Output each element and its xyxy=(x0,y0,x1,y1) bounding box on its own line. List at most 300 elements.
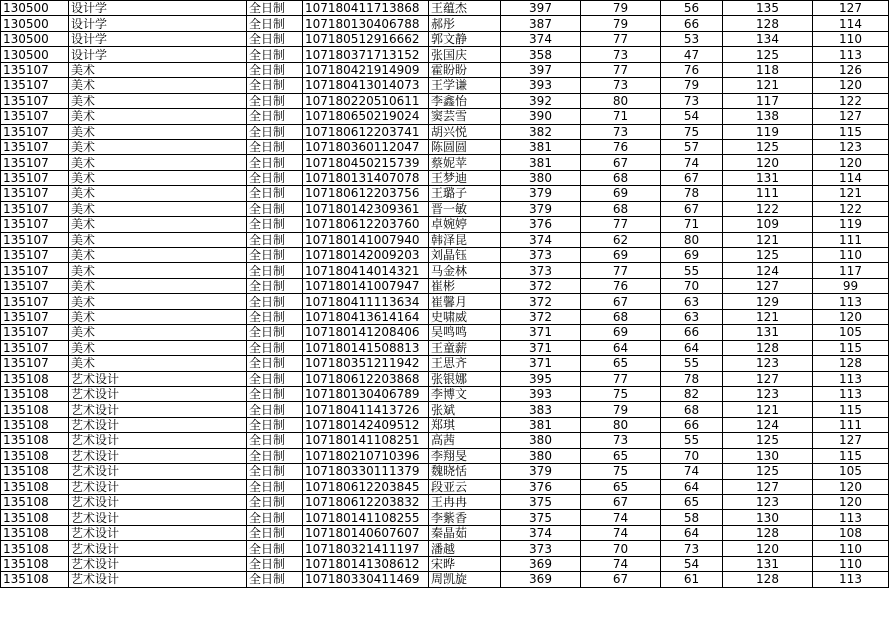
subject2-score-cell: 117 xyxy=(813,263,889,278)
subject1-score-cell: 127 xyxy=(723,479,813,494)
exam-id-cell: 107180612203741 xyxy=(303,124,429,139)
table-row xyxy=(1,278,889,293)
total-score-cell: 382 xyxy=(501,124,581,139)
subject2-score-cell: 105 xyxy=(813,325,889,340)
politics-score-cell: 67 xyxy=(581,495,661,510)
table-row xyxy=(1,417,889,432)
table-row xyxy=(1,541,889,556)
major-name-cell: 设计学 xyxy=(69,16,247,31)
english-score-cell: 79 xyxy=(661,78,723,93)
major-code-cell: 130500 xyxy=(1,1,69,16)
major-code-cell: 135107 xyxy=(1,232,69,247)
subject2-score-cell: 120 xyxy=(813,155,889,170)
total-score-cell: 372 xyxy=(501,278,581,293)
politics-score-cell: 71 xyxy=(581,109,661,124)
major-code-cell: 135107 xyxy=(1,248,69,263)
major-code-cell: 135108 xyxy=(1,386,69,401)
exam-id-cell: 107180421914909 xyxy=(303,62,429,77)
study-mode-cell: 全日制 xyxy=(247,31,303,46)
subject2-score-cell: 120 xyxy=(813,495,889,510)
total-score-cell: 371 xyxy=(501,356,581,371)
study-mode-cell: 全日制 xyxy=(247,278,303,293)
total-score-cell: 371 xyxy=(501,340,581,355)
subject1-score-cell: 135 xyxy=(723,1,813,16)
total-score-cell: 376 xyxy=(501,479,581,494)
subject1-score-cell: 125 xyxy=(723,464,813,479)
exam-id-cell: 107180411413726 xyxy=(303,402,429,417)
major-name-cell: 艺术设计 xyxy=(69,448,247,463)
subject1-score-cell: 128 xyxy=(723,525,813,540)
table-row xyxy=(1,340,889,355)
major-name-cell: 设计学 xyxy=(69,47,247,62)
subject1-score-cell: 121 xyxy=(723,232,813,247)
total-score-cell: 375 xyxy=(501,495,581,510)
total-score-cell: 383 xyxy=(501,402,581,417)
subject2-score-cell: 120 xyxy=(813,309,889,324)
subject1-score-cell: 131 xyxy=(723,325,813,340)
exam-id-cell: 107180220510611 xyxy=(303,93,429,108)
politics-score-cell: 73 xyxy=(581,433,661,448)
total-score-cell: 373 xyxy=(501,263,581,278)
study-mode-cell: 全日制 xyxy=(247,479,303,494)
politics-score-cell: 77 xyxy=(581,217,661,232)
english-score-cell: 67 xyxy=(661,201,723,216)
major-code-cell: 135107 xyxy=(1,170,69,185)
subject2-score-cell: 113 xyxy=(813,572,889,587)
subject1-score-cell: 121 xyxy=(723,309,813,324)
major-code-cell: 135107 xyxy=(1,325,69,340)
table-row xyxy=(1,479,889,494)
major-code-cell: 135107 xyxy=(1,356,69,371)
subject1-score-cell: 127 xyxy=(723,278,813,293)
study-mode-cell: 全日制 xyxy=(247,448,303,463)
major-code-cell: 135107 xyxy=(1,109,69,124)
total-score-cell: 369 xyxy=(501,556,581,571)
total-score-cell: 381 xyxy=(501,139,581,154)
exam-id-cell: 107180330111379 xyxy=(303,464,429,479)
student-name-cell: 卓婉婷 xyxy=(429,217,501,232)
major-code-cell: 135107 xyxy=(1,201,69,216)
total-score-cell: 358 xyxy=(501,47,581,62)
exam-id-cell: 107180612203845 xyxy=(303,479,429,494)
exam-id-cell: 107180141108255 xyxy=(303,510,429,525)
table-row xyxy=(1,433,889,448)
student-name-cell: 李鑫怡 xyxy=(429,93,501,108)
english-score-cell: 56 xyxy=(661,1,723,16)
subject1-score-cell: 121 xyxy=(723,402,813,417)
table-row xyxy=(1,510,889,525)
study-mode-cell: 全日制 xyxy=(247,248,303,263)
subject2-score-cell: 108 xyxy=(813,525,889,540)
subject1-score-cell: 118 xyxy=(723,62,813,77)
major-name-cell: 美术 xyxy=(69,124,247,139)
table-row xyxy=(1,78,889,93)
subject2-score-cell: 126 xyxy=(813,62,889,77)
total-score-cell: 372 xyxy=(501,309,581,324)
table-row xyxy=(1,448,889,463)
study-mode-cell: 全日制 xyxy=(247,386,303,401)
exam-id-cell: 107180140607607 xyxy=(303,525,429,540)
table-row xyxy=(1,572,889,587)
major-name-cell: 艺术设计 xyxy=(69,371,247,386)
table-row xyxy=(1,139,889,154)
english-score-cell: 47 xyxy=(661,47,723,62)
exam-id-cell: 107180130406789 xyxy=(303,386,429,401)
study-mode-cell: 全日制 xyxy=(247,340,303,355)
major-name-cell: 美术 xyxy=(69,201,247,216)
major-name-cell: 美术 xyxy=(69,155,247,170)
politics-score-cell: 68 xyxy=(581,309,661,324)
politics-score-cell: 69 xyxy=(581,186,661,201)
major-name-cell: 美术 xyxy=(69,325,247,340)
table-row xyxy=(1,124,889,139)
student-name-cell: 晋一敏 xyxy=(429,201,501,216)
table-row xyxy=(1,31,889,46)
politics-score-cell: 73 xyxy=(581,124,661,139)
table-row xyxy=(1,495,889,510)
subject2-score-cell: 111 xyxy=(813,232,889,247)
politics-score-cell: 77 xyxy=(581,263,661,278)
politics-score-cell: 68 xyxy=(581,201,661,216)
total-score-cell: 373 xyxy=(501,541,581,556)
major-code-cell: 135107 xyxy=(1,294,69,309)
major-code-cell: 135107 xyxy=(1,309,69,324)
politics-score-cell: 67 xyxy=(581,155,661,170)
politics-score-cell: 64 xyxy=(581,340,661,355)
total-score-cell: 397 xyxy=(501,1,581,16)
major-code-cell: 130500 xyxy=(1,47,69,62)
student-name-cell: 宋晔 xyxy=(429,556,501,571)
english-score-cell: 64 xyxy=(661,479,723,494)
subject1-score-cell: 131 xyxy=(723,170,813,185)
student-name-cell: 李翔旻 xyxy=(429,448,501,463)
subject2-score-cell: 110 xyxy=(813,541,889,556)
exam-id-cell: 107180141508813 xyxy=(303,340,429,355)
total-score-cell: 393 xyxy=(501,78,581,93)
major-code-cell: 135107 xyxy=(1,278,69,293)
politics-score-cell: 79 xyxy=(581,16,661,31)
english-score-cell: 64 xyxy=(661,340,723,355)
politics-score-cell: 69 xyxy=(581,325,661,340)
student-name-cell: 王蕴杰 xyxy=(429,1,501,16)
english-score-cell: 66 xyxy=(661,325,723,340)
student-name-cell: 蔡妮苹 xyxy=(429,155,501,170)
major-code-cell: 135107 xyxy=(1,62,69,77)
table-row xyxy=(1,371,889,386)
subject1-score-cell: 120 xyxy=(723,541,813,556)
subject2-score-cell: 99 xyxy=(813,278,889,293)
major-name-cell: 美术 xyxy=(69,340,247,355)
exam-id-cell: 107180371713152 xyxy=(303,47,429,62)
major-name-cell: 艺术设计 xyxy=(69,417,247,432)
student-name-cell: 李紫香 xyxy=(429,510,501,525)
major-name-cell: 美术 xyxy=(69,170,247,185)
english-score-cell: 78 xyxy=(661,186,723,201)
subject1-score-cell: 117 xyxy=(723,93,813,108)
major-name-cell: 美术 xyxy=(69,248,247,263)
subject1-score-cell: 125 xyxy=(723,139,813,154)
study-mode-cell: 全日制 xyxy=(247,464,303,479)
subject2-score-cell: 110 xyxy=(813,31,889,46)
major-name-cell: 美术 xyxy=(69,186,247,201)
total-score-cell: 371 xyxy=(501,325,581,340)
total-score-cell: 392 xyxy=(501,93,581,108)
major-name-cell: 美术 xyxy=(69,139,247,154)
total-score-cell: 374 xyxy=(501,31,581,46)
politics-score-cell: 62 xyxy=(581,232,661,247)
student-name-cell: 魏晓恬 xyxy=(429,464,501,479)
table-body xyxy=(1,1,889,588)
student-name-cell: 张银娜 xyxy=(429,371,501,386)
major-code-cell: 135107 xyxy=(1,263,69,278)
politics-score-cell: 65 xyxy=(581,448,661,463)
table-row xyxy=(1,201,889,216)
student-name-cell: 郭文静 xyxy=(429,31,501,46)
study-mode-cell: 全日制 xyxy=(247,371,303,386)
exam-id-cell: 107180321411197 xyxy=(303,541,429,556)
english-score-cell: 70 xyxy=(661,278,723,293)
exam-id-cell: 107180612203832 xyxy=(303,495,429,510)
study-mode-cell: 全日制 xyxy=(247,109,303,124)
student-name-cell: 郑琪 xyxy=(429,417,501,432)
major-code-cell: 135107 xyxy=(1,139,69,154)
english-score-cell: 75 xyxy=(661,124,723,139)
student-name-cell: 马金林 xyxy=(429,263,501,278)
exam-id-cell: 107180141007940 xyxy=(303,232,429,247)
english-score-cell: 66 xyxy=(661,16,723,31)
table-row xyxy=(1,525,889,540)
subject1-score-cell: 122 xyxy=(723,201,813,216)
table-row xyxy=(1,402,889,417)
major-code-cell: 135107 xyxy=(1,186,69,201)
total-score-cell: 380 xyxy=(501,170,581,185)
major-code-cell: 135107 xyxy=(1,217,69,232)
student-name-cell: 刘晶钰 xyxy=(429,248,501,263)
table-row xyxy=(1,93,889,108)
politics-score-cell: 74 xyxy=(581,510,661,525)
student-name-cell: 王学谦 xyxy=(429,78,501,93)
major-name-cell: 艺术设计 xyxy=(69,572,247,587)
english-score-cell: 67 xyxy=(661,170,723,185)
politics-score-cell: 79 xyxy=(581,1,661,16)
table-row xyxy=(1,62,889,77)
total-score-cell: 387 xyxy=(501,16,581,31)
subject1-score-cell: 123 xyxy=(723,356,813,371)
student-name-cell: 王冉冉 xyxy=(429,495,501,510)
subject1-score-cell: 129 xyxy=(723,294,813,309)
politics-score-cell: 75 xyxy=(581,464,661,479)
subject2-score-cell: 121 xyxy=(813,186,889,201)
politics-score-cell: 70 xyxy=(581,541,661,556)
politics-score-cell: 76 xyxy=(581,139,661,154)
study-mode-cell: 全日制 xyxy=(247,325,303,340)
student-name-cell: 崔馨月 xyxy=(429,294,501,309)
student-name-cell: 张国庆 xyxy=(429,47,501,62)
subject1-score-cell: 125 xyxy=(723,433,813,448)
subject2-score-cell: 114 xyxy=(813,16,889,31)
english-score-cell: 71 xyxy=(661,217,723,232)
total-score-cell: 369 xyxy=(501,572,581,587)
student-name-cell: 高茜 xyxy=(429,433,501,448)
subject1-score-cell: 125 xyxy=(723,47,813,62)
table-row xyxy=(1,232,889,247)
exam-id-cell: 107180142409512 xyxy=(303,417,429,432)
student-name-cell: 潘越 xyxy=(429,541,501,556)
major-code-cell: 135107 xyxy=(1,93,69,108)
major-name-cell: 美术 xyxy=(69,356,247,371)
english-score-cell: 66 xyxy=(661,417,723,432)
english-score-cell: 74 xyxy=(661,464,723,479)
subject2-score-cell: 122 xyxy=(813,201,889,216)
study-mode-cell: 全日制 xyxy=(247,294,303,309)
politics-score-cell: 76 xyxy=(581,278,661,293)
english-score-cell: 63 xyxy=(661,294,723,309)
subject2-score-cell: 113 xyxy=(813,294,889,309)
subject1-score-cell: 128 xyxy=(723,340,813,355)
study-mode-cell: 全日制 xyxy=(247,155,303,170)
study-mode-cell: 全日制 xyxy=(247,356,303,371)
study-mode-cell: 全日制 xyxy=(247,433,303,448)
total-score-cell: 373 xyxy=(501,248,581,263)
exam-id-cell: 107180142309361 xyxy=(303,201,429,216)
study-mode-cell: 全日制 xyxy=(247,16,303,31)
exam-id-cell: 107180141007947 xyxy=(303,278,429,293)
subject2-score-cell: 123 xyxy=(813,139,889,154)
politics-score-cell: 65 xyxy=(581,356,661,371)
table-row xyxy=(1,186,889,201)
total-score-cell: 397 xyxy=(501,62,581,77)
subject1-score-cell: 124 xyxy=(723,417,813,432)
subject1-score-cell: 130 xyxy=(723,510,813,525)
exam-id-cell: 107180650219024 xyxy=(303,109,429,124)
subject2-score-cell: 113 xyxy=(813,47,889,62)
subject2-score-cell: 110 xyxy=(813,556,889,571)
major-name-cell: 艺术设计 xyxy=(69,556,247,571)
subject2-score-cell: 119 xyxy=(813,217,889,232)
study-mode-cell: 全日制 xyxy=(247,78,303,93)
total-score-cell: 374 xyxy=(501,525,581,540)
total-score-cell: 379 xyxy=(501,186,581,201)
student-name-cell: 秦晶茹 xyxy=(429,525,501,540)
student-name-cell: 吴鸣鸣 xyxy=(429,325,501,340)
student-name-cell: 王璐子 xyxy=(429,186,501,201)
politics-score-cell: 77 xyxy=(581,31,661,46)
english-score-cell: 68 xyxy=(661,402,723,417)
exam-id-cell: 107180411713868 xyxy=(303,1,429,16)
study-mode-cell: 全日制 xyxy=(247,201,303,216)
student-name-cell: 霍盼盼 xyxy=(429,62,501,77)
total-score-cell: 379 xyxy=(501,201,581,216)
student-name-cell: 胡兴悦 xyxy=(429,124,501,139)
student-name-cell: 张斌 xyxy=(429,402,501,417)
student-name-cell: 王童薪 xyxy=(429,340,501,355)
subject2-score-cell: 105 xyxy=(813,464,889,479)
english-score-cell: 80 xyxy=(661,232,723,247)
total-score-cell: 390 xyxy=(501,109,581,124)
politics-score-cell: 79 xyxy=(581,402,661,417)
study-mode-cell: 全日制 xyxy=(247,139,303,154)
subject2-score-cell: 120 xyxy=(813,78,889,93)
study-mode-cell: 全日制 xyxy=(247,186,303,201)
politics-score-cell: 80 xyxy=(581,93,661,108)
subject2-score-cell: 115 xyxy=(813,124,889,139)
table-row xyxy=(1,294,889,309)
table-row xyxy=(1,170,889,185)
exam-id-cell: 107180360112047 xyxy=(303,139,429,154)
table-row xyxy=(1,109,889,124)
subject1-score-cell: 119 xyxy=(723,124,813,139)
student-name-cell: 窦芸雪 xyxy=(429,109,501,124)
subject1-score-cell: 123 xyxy=(723,495,813,510)
subject2-score-cell: 111 xyxy=(813,417,889,432)
english-score-cell: 73 xyxy=(661,541,723,556)
major-code-cell: 135107 xyxy=(1,340,69,355)
major-code-cell: 135108 xyxy=(1,495,69,510)
major-code-cell: 135108 xyxy=(1,371,69,386)
student-name-cell: 崔彬 xyxy=(429,278,501,293)
table-row xyxy=(1,1,889,16)
major-code-cell: 135108 xyxy=(1,541,69,556)
major-code-cell: 135108 xyxy=(1,402,69,417)
english-score-cell: 70 xyxy=(661,448,723,463)
major-name-cell: 美术 xyxy=(69,232,247,247)
study-mode-cell: 全日制 xyxy=(247,232,303,247)
subject2-score-cell: 122 xyxy=(813,93,889,108)
subject2-score-cell: 113 xyxy=(813,510,889,525)
exam-id-cell: 107180141108251 xyxy=(303,433,429,448)
major-code-cell: 135108 xyxy=(1,479,69,494)
major-name-cell: 设计学 xyxy=(69,1,247,16)
english-score-cell: 58 xyxy=(661,510,723,525)
exam-id-cell: 107180210710396 xyxy=(303,448,429,463)
subject1-score-cell: 134 xyxy=(723,31,813,46)
exam-id-cell: 107180450215739 xyxy=(303,155,429,170)
study-mode-cell: 全日制 xyxy=(247,417,303,432)
study-mode-cell: 全日制 xyxy=(247,93,303,108)
english-score-cell: 54 xyxy=(661,556,723,571)
english-score-cell: 64 xyxy=(661,525,723,540)
table-row xyxy=(1,248,889,263)
major-name-cell: 艺术设计 xyxy=(69,479,247,494)
table-row xyxy=(1,217,889,232)
english-score-cell: 54 xyxy=(661,109,723,124)
major-name-cell: 艺术设计 xyxy=(69,386,247,401)
subject2-score-cell: 127 xyxy=(813,433,889,448)
total-score-cell: 381 xyxy=(501,155,581,170)
table-row xyxy=(1,386,889,401)
english-score-cell: 82 xyxy=(661,386,723,401)
politics-score-cell: 74 xyxy=(581,525,661,540)
subject2-score-cell: 113 xyxy=(813,386,889,401)
english-score-cell: 55 xyxy=(661,433,723,448)
major-name-cell: 艺术设计 xyxy=(69,495,247,510)
subject1-score-cell: 131 xyxy=(723,556,813,571)
politics-score-cell: 77 xyxy=(581,62,661,77)
major-name-cell: 艺术设计 xyxy=(69,433,247,448)
politics-score-cell: 67 xyxy=(581,572,661,587)
subject1-score-cell: 125 xyxy=(723,248,813,263)
major-code-cell: 135108 xyxy=(1,464,69,479)
major-name-cell: 美术 xyxy=(69,78,247,93)
major-code-cell: 130500 xyxy=(1,16,69,31)
english-score-cell: 65 xyxy=(661,495,723,510)
exam-id-cell: 107180330411469 xyxy=(303,572,429,587)
major-code-cell: 135108 xyxy=(1,433,69,448)
table-row xyxy=(1,356,889,371)
english-score-cell: 76 xyxy=(661,62,723,77)
major-name-cell: 美术 xyxy=(69,217,247,232)
subject1-score-cell: 128 xyxy=(723,572,813,587)
